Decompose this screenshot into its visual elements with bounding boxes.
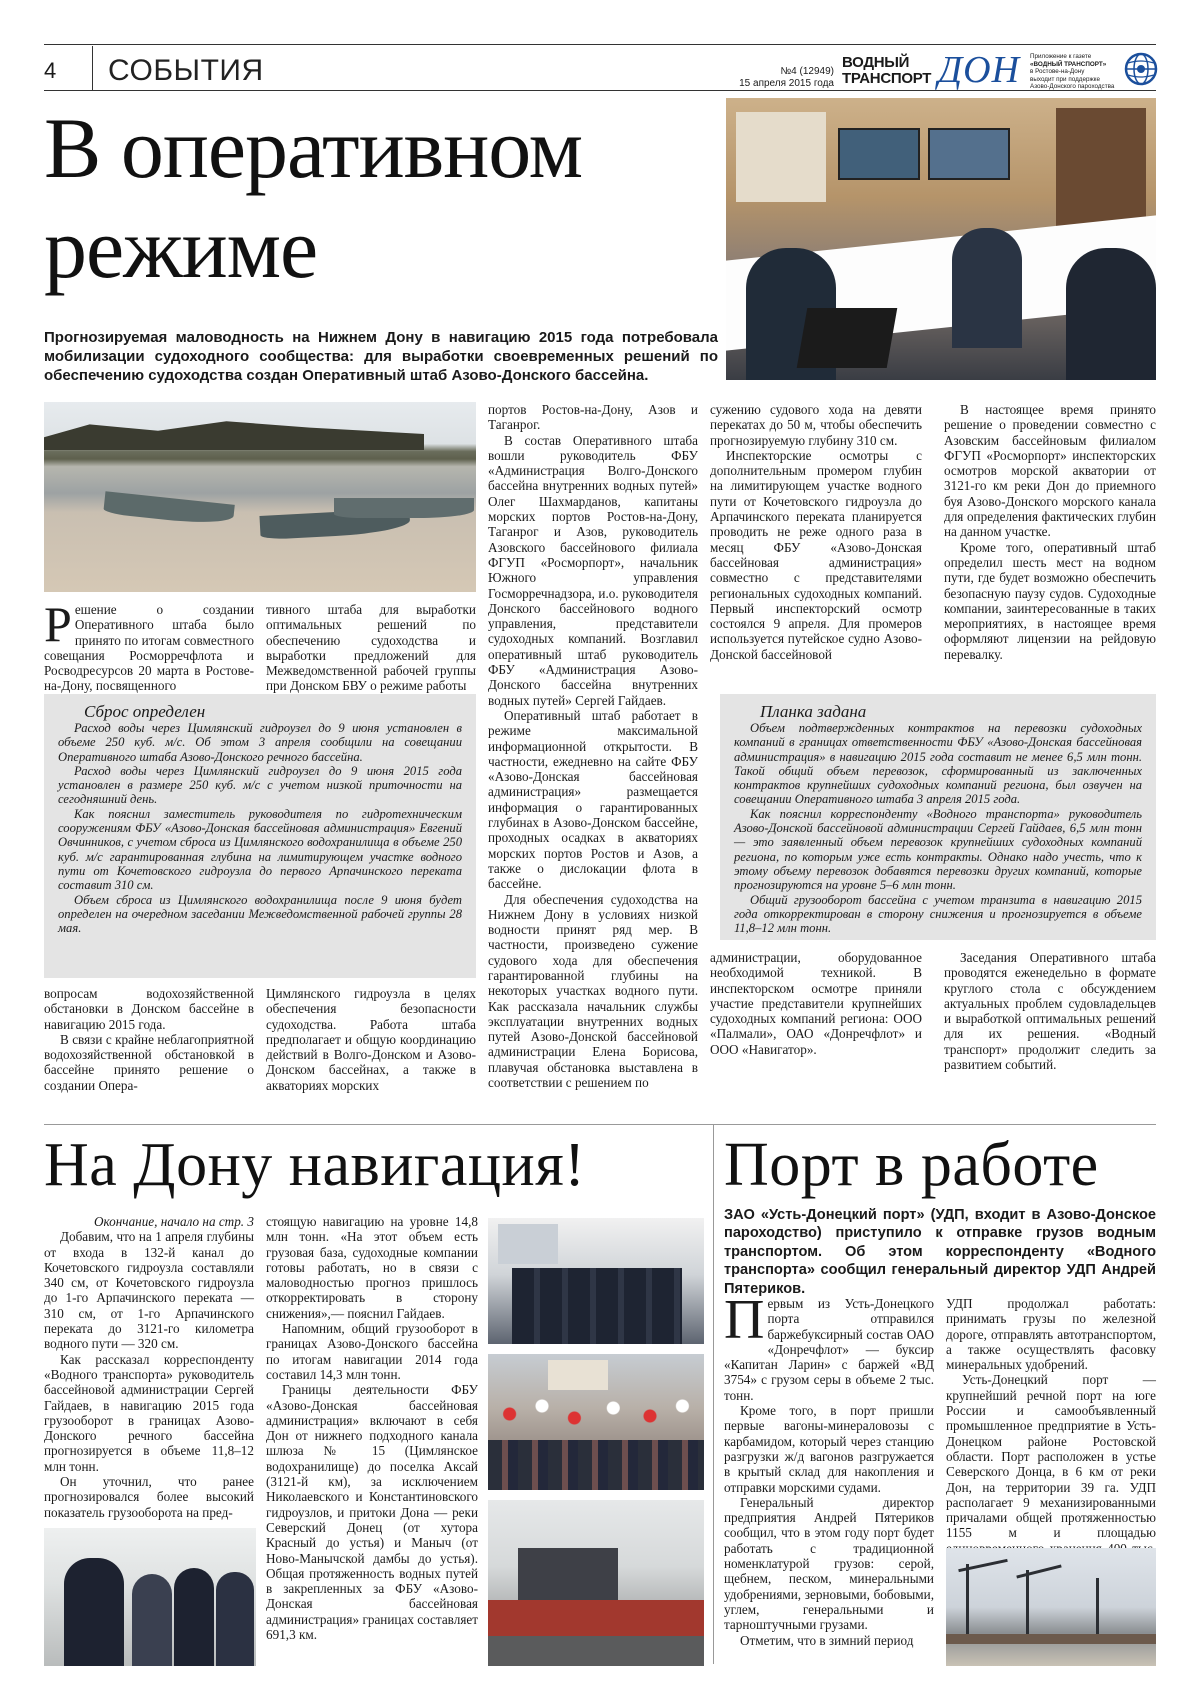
a1-col3: портов Ростов-на-Дону, Азов и Таганрог. В состав Оперативного штаба вошли руководитель ФБУ «Администрация Волго-Донского бассейна внутренних водных путей» Олег Шахмарданов, капитаны морских портов Ростов-на-Дону, Таганрог и Азов, руководитель Азовского бассейнового филиала ФГУП «Росморпорт», начальник Южного управления Госморречнадзора, и.о. руководителя Донского бассейнового водного управления, представители судоходных компаний. Возглавил оперативный штаб руководитель ФБУ «Администрация Азово-Донского бассейна внутренних водных путей» Сергей Гайдаев. Оперативный штаб работает в режиме максимальной информационной открытости. В частности, ежедневно на сайте ФБУ «Азово-Донская бассейновая администрация» размещается информация о гарантированных глубинах в Азово-Донском бассейне, проходных осадках в акваториях морских портов Ростов и Азов, а также о дислокации флота в бассейне. Для обеспечения судоходства на Нижнем Дону в условиях низкой водности принят ряд мер. В частности, произведено сужение судового хода для обеспечения гарантированной глубины на некоторых участках водного пути. Как рассказала начальник службы эксплуатации внутренних водных путей Азово-Донской бассейновой администрации Елена Борисова, плавучая обстановка выставлена в соответствии с решением по: [488, 402, 698, 1091]
a3-col1: Первым из Усть-Донецкого порта отправился баржебуксирный состав ОАО «Донречфлот» — буксир «Капитан Ларин» с баржей «ВД 3754» с грузом серы в объеме 2 тыс. тонн. Кроме того, в порт пришли первые вагоны-минераловозы с карбамидом, который через станцию разгрузки ж/д вагонов разгружается в крытый склад для накопления и отправки морскими судами. Генеральный директор предприятия Андрей Пятериков сообщил, что в этом году порт будет работать с традиционной номенклатурой грузов: серой, щебнем, песком, минеральными удобрениями, зерновыми, бобовыми, углем, генеральными и тарноштучными грузами. Отметим, что в зимний период: [724, 1289, 934, 1648]
officers-photo: [44, 1528, 256, 1666]
logo-top: ВОДНЫЙ: [842, 54, 910, 71]
a1-col5-top: В настоящее время принято решение о проведении совместно с Азовским бассейновым филиалом ФГУП «Росморпорт» инспекторских осмотров морской акватории от 3121-го км реки Дон до приемного буя Азово-Донского морского канала для определения фактических глубин на данном участке. Кроме того, оперативный штаб определил шесть мест на водном пути, где будет возможно обеспечить безопасную паузу судов. Судоходные компании, заинтересованные в таких мероприятиях, в настоящее время оформляют лицензии на рейдовую перевалку.: [944, 402, 1156, 662]
a1-col4-bottom: администрации, оборудованное необходимой техникой. В инспекторском осмотре приняли участие представители крупнейших судоходных компаний региона: ООО «Палмали», ОАО «Донречфлот» и ООО «Навигатор».: [710, 950, 922, 1057]
section-rule: [44, 1124, 1156, 1125]
issue-date: 15 апреля 2015 года: [739, 78, 834, 89]
sidebar-box-release: Сброс определен Расход воды через Цимлянский гидроузел до 9 июня установлен в объеме 250 куб. м/с. Об этом 3 апреля сообщили на совещании Оперативного штаба Азово-Донского речного бассейна. Расход воды через Цимлянский гидроузел до 9 июня 2015 года установлен в размере 250 куб. м/с с учетом низкой приточности на сегодняшний день. Как пояснил заместитель руководителя по гидротехническим сооружениям ФБУ «Азово-Донская бассейновая администрация» Евгений Овчинников, с учетом сброса из Цимлянского водохранилища в объеме 250 куб. м/с гарантированная глубина на лимитирующем участке водного пути от Кочетовского гидроузла до первого Арпачинского переката составит 310 см. Объем сброса из Цимлянского водохранилища после 9 июня будет определен на очередном заседании Межведомственной рабочей группы 28 мая.: [44, 694, 476, 978]
group-photo: [488, 1218, 704, 1344]
port-cranes-photo: [946, 1548, 1156, 1666]
issue-number: №4 (12949): [780, 66, 834, 77]
globe-emblem-icon: [1124, 52, 1158, 86]
a1-col1-bottom: вопросам водохозяйственной обстановки в Донском бассейне в навигацию 2015 года. В связи с крайне неблагоприятной водохозяйственной обстановкой в бассейне принято решение о создании Опера-: [44, 986, 254, 1093]
a2-col1: Окончание, начало на стр. 3 Добавим, что на 1 апреля глубины от входа в 132-й канал до Кочетовского гидроузла составляли 340 см, от Кочетовского гидроузла до 1-го Арпачинского переката — 310 см, от 1-го Арпачинского переката до 3121-го километра водного пути — 320 см. Как рассказал корреспонденту «Водного транспорта» руководитель бассейновой администрации Сергей Гайдаев, в навигацию 2015 года грузооборот в границах Азово-Донского речного бассейна прогнозируется в объеме 11,8–12 млн тонн. Он уточнил, что ранее прогнозировался более высокий показатель грузооборота на пред-: [44, 1214, 254, 1520]
tanker-photo: [488, 1500, 704, 1666]
a3-col2: УДП продолжал работать: принимать грузы по железной дороге, отправлять автотранспортом, а также осуществлять фасовку минеральных удобрений. Усть-Донецкий порт — крупнейший речной порт на юге России и самообъявленный промышленное предприятие в Усть-Донецком районе Ростовской области. Порт расположен в устье Северского Донца, в 6 км от реки Дон, на территории 39 га. УДП располагает 9 механизированными причалами общей протяженностью 1155 м и площадью: [946, 1296, 1156, 1541]
a1-col1-top: Решение о создании Оперативного штаба было принято по итогам совместного совещания Росморречфлота и Росводресурсов 20 марта в Ростове-на-Дону, посвященного: [44, 596, 254, 694]
a1-col5-bottom: Заседания Оперативного штаба проводятся еженедельно в формате круглого стола с обсуждением актуальных проблем судовладельцев и выработкой оптимальных решений для их решения. «Водный транспорт» продолжит следить за развитием событий.: [944, 950, 1156, 1073]
meeting-photo: [726, 98, 1156, 380]
rubric: СОБЫТИЯ: [108, 54, 264, 87]
vertical-rule: [713, 1124, 714, 1664]
sidebar-box-target: Планка задана Объем подтвержденных контрактов на перевозки судоходных компаний в границах ответственности ФБУ «Азово-Донская бассейновая администрация» в навигацию 2015 года составит не менее 6,5 млн тонн. Такой общий объем перевозок, сформированный из заключенных контрактов крупнейших судоходных компаний региона, был озвучен на совещании Оперативного штаба 3 апреля 2015 года. Как пояснил корреспонденту «Водного транспорта» руководитель Азово-Донской бассейновой администрации Сергей Гайдаев, 6,5 млн тонн — это заявленный объем перевозок крупнейших судоходных компаний региона, по которым уже есть контракты. Однако надо учесть, что к этому объему перевозок добавятся перевозки других компаний, которые прогнозируются на уровне 5–6 млн тонн. Общий грузооборот бассейна с учетом транзита в навигацию 2015 года откорректирован в сторону снижения и прогнозируется в объеме 11,8–12 млн тонн.: [720, 694, 1156, 940]
boats-photo: [44, 402, 476, 592]
header-divider: [92, 46, 93, 90]
logo: [842, 49, 1042, 91]
article3-title: Порт в работе: [724, 1131, 1099, 1199]
article1-title-line1: В оперативном: [44, 100, 583, 196]
box2-title: Планка задана: [760, 702, 867, 721]
article1-lead: Прогнозируемая маловодность на Нижнем Дону в навигацию 2015 года потребовала мобилизации судоходного сообщества: для выработки своевременных решений по обеспечению судоходства создан Оперативный штаб Азово-Донского бассейна.: [44, 329, 718, 384]
a1-col2-top: тивного штаба для выработки оптимальных решений по обеспечению судоходства и выработки предложений для Межведомственной рабочей группы при Донском БВУ о режиме работы: [266, 602, 476, 694]
a2-col2: стоящую навигацию на уровне 14,8 млн тонн. «На этот объем есть грузовая база, судоходные компании готовы работать, но в связи с маловодностью прогноз пришлось откорректировать в сторону снижения»,— пояснил Гайдаев. Напомним, общий грузооборот в границах Азово-Донского бассейна по итогам навигации 2014 года составил 14,3 млн тонн. Границы деятельности ФБУ «Азово-Донская бассейновая администрация» включают в себя Дон от нижнего подходного канала шлюза № 15 (Цимлянское водохранилище) до поселка Аксай (3121-й км), за исключением Николаевского и Константиновского гидроузлов, и притоки Дона — реки Северский Донец (от хутора Красный до устья) и Маныч (от Ново-Манычской дамбы до устья). Общая протяженность водных путей в закрепленных за ФБУ «Азово-Донская бассейновая администрация» границах составляет 691,3 км.: [266, 1214, 478, 1643]
a1-col4-top: сужению судового хода на девяти перекатах до 50 м, чтобы обеспечить прогнозируемую глубину 310 см. Инспекторские осмотры с дополнительным промером глубин на лимитирующем участке водного пути от Кочетовского гидроузла до Арпачинского переката планируется проводить не реже одного раза в месяц ФБУ «Азово-Донская бассейновая администрация» совместно с представителями региональных судоходных компаний. Первый инспекторский осмотр состоялся 9 апреля. Для промеров используется путейское судно Азово-Донской бассейновой: [710, 402, 922, 662]
page-number: 4: [44, 58, 57, 83]
header-rule-top: [44, 44, 1156, 45]
article2-title: На Дону навигация!: [44, 1131, 586, 1199]
box1-title: Сброс определен: [84, 702, 206, 721]
tagline: Приложение к газете «ВОДНЫЙ ТРАНСПОРТ» в Ростове-на-Дону выходит при поддержке Азово-Донского пароходства: [1030, 53, 1115, 91]
article3-lead: ЗАО «Усть-Донецкий порт» (УДП, входит в Азово-Донское пароходство) приступило к отправке грузов водным транспортом. Об этом корреспонденту «Водного транспорта» сообщил генеральный директор УДП Андрей Пятериков.: [724, 1207, 1156, 1297]
logo-script: ДОН: [938, 49, 1021, 91]
article1-title-line2: режиме: [44, 200, 318, 296]
balloons-photo: [488, 1354, 704, 1490]
a3-dropcap: П: [724, 1289, 765, 1351]
a1-dropcap: Р: [44, 596, 72, 652]
logo-bottom: ТРАНСПОРТ: [842, 70, 932, 87]
a1-col2-bottom: Цимлянского гидроузла в целях обеспечения безопасности судоходства. Работа штаба предполагает и общую координацию действий в Волго-Донском и Азово-Донском бассейнах, а также в акваториях морских: [266, 986, 476, 1093]
